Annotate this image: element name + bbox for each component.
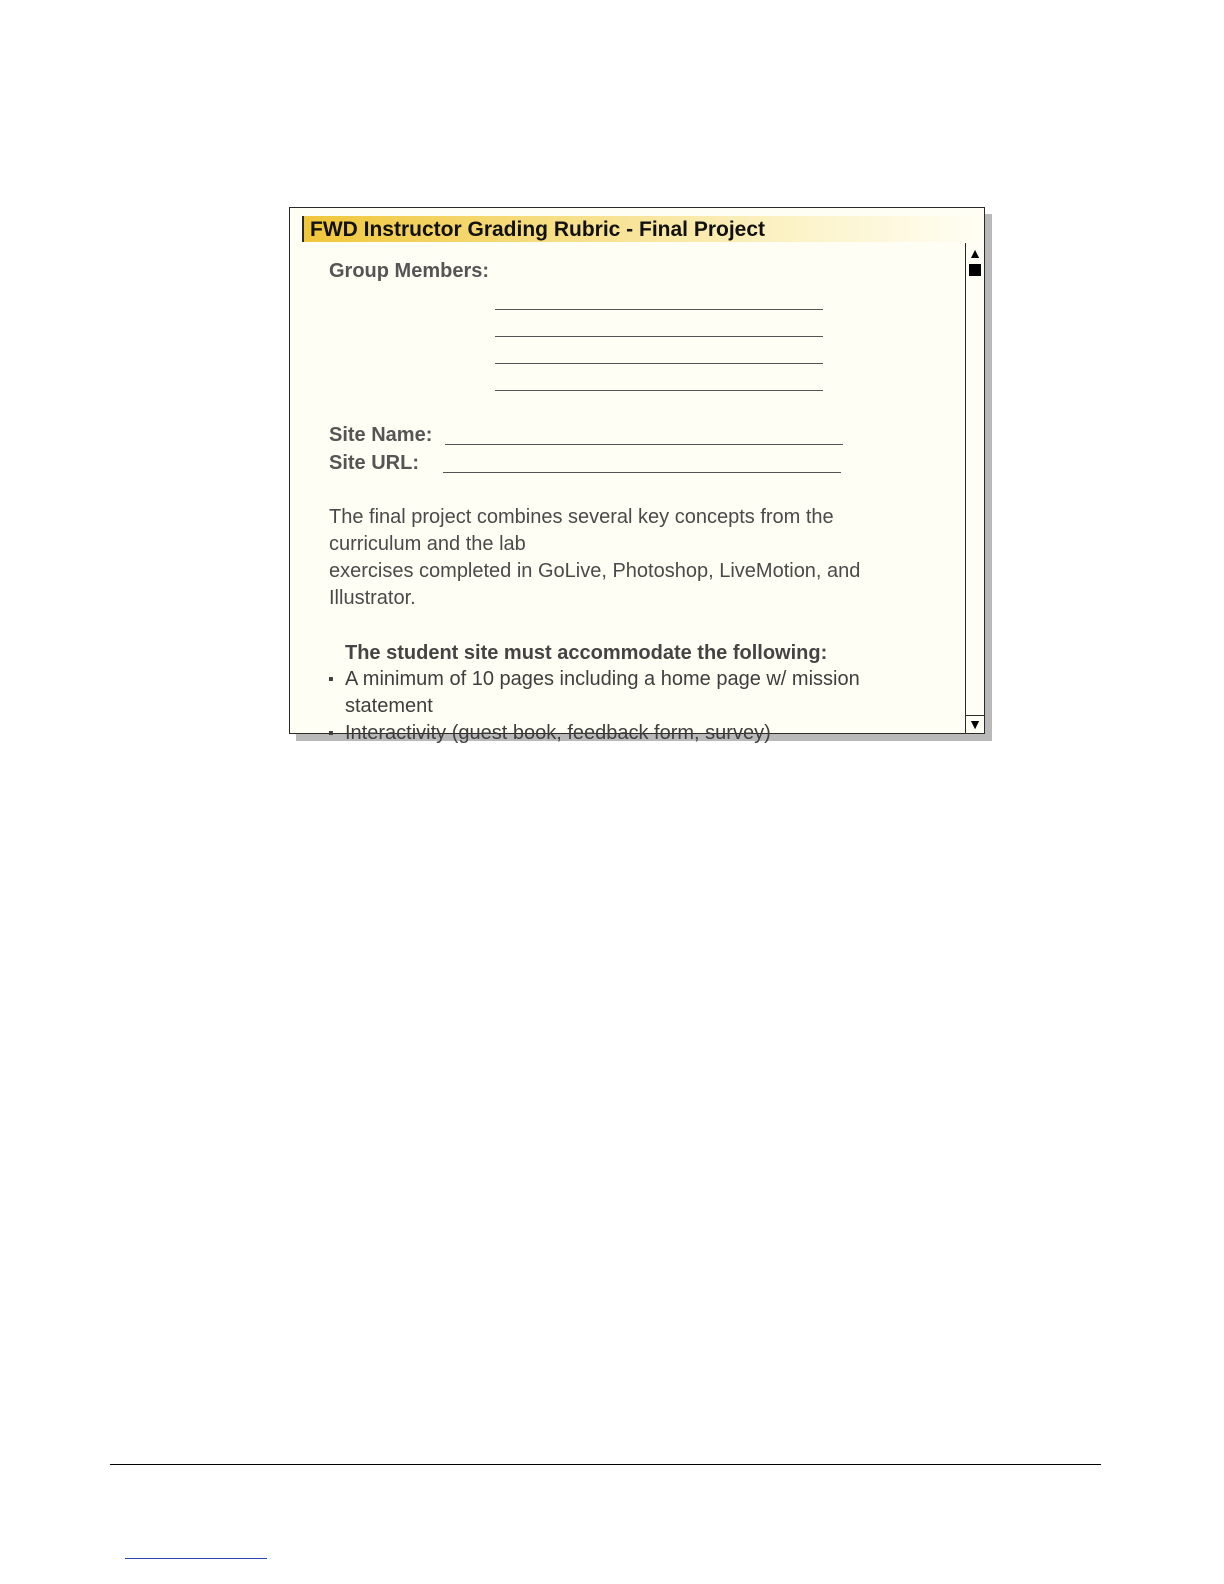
site-name-line[interactable] [445,444,843,445]
scroll-down-icon[interactable]: ▼ [966,715,984,733]
description-line: Illustrator. [329,587,416,609]
footer-link-underline[interactable] [125,1558,267,1559]
group-member-line[interactable] [495,390,823,391]
bullet-icon: ▪ [328,725,334,742]
description-line: The final project combines several key concepts from the [329,506,834,528]
site-url-label: Site URL: [329,452,419,474]
description-line: exercises completed in GoLive, Photoshop, LiveMotion, and [329,560,861,582]
group-member-line[interactable] [495,336,823,337]
requirement-line: A minimum of 10 pages including a home page w/ mission [345,668,860,690]
panel-title: FWD Instructor Grading Rubric - Final Project [310,218,766,241]
group-member-line[interactable] [495,363,823,364]
rubric-panel [289,207,985,744]
vertical-scrollbar[interactable] [965,243,984,733]
requirements-heading: The student site must accommodate the following: [345,642,828,664]
description-line: curriculum and the lab [329,533,526,555]
panel-content[interactable] [290,242,964,744]
panel-title-bar [302,216,984,242]
description-paragraph [329,504,860,612]
requirement-line: statement [345,695,433,717]
group-members-label: Group Members: [329,260,490,282]
site-name-label: Site Name: [329,424,433,446]
footer-divider [110,1464,1101,1465]
site-url-line[interactable] [443,472,841,473]
bullet-icon: ▪ [328,671,334,688]
requirement-line: Interactivity (guest book, feedback form, survey) [345,722,771,744]
scroll-up-icon[interactable]: ▲ [968,245,982,261]
group-member-line[interactable] [495,309,823,310]
scroll-thumb[interactable] [969,264,981,276]
